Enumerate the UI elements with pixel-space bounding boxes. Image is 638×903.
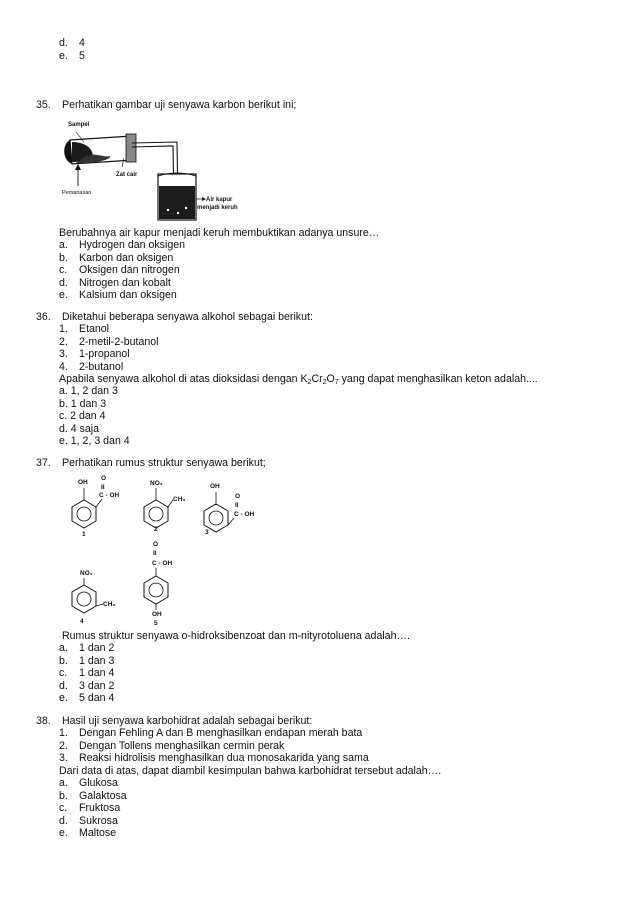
svg-text:NO₂: NO₂ bbox=[150, 480, 163, 487]
svg-text:CH₃: CH₃ bbox=[173, 496, 186, 503]
svg-text:II: II bbox=[235, 502, 239, 509]
structure-2 bbox=[144, 480, 185, 533]
svg-text:2: 2 bbox=[154, 526, 158, 533]
svg-text:II: II bbox=[101, 484, 105, 491]
q37-number: 37. bbox=[36, 457, 51, 469]
structure-4 bbox=[72, 570, 115, 625]
q35-prompt: Perhatikan gambar uji senyawa karbon berikut ini; bbox=[62, 99, 297, 111]
label-sample: Sampel bbox=[68, 122, 90, 128]
svg-text:OH: OH bbox=[78, 479, 88, 486]
svg-text:OH: OH bbox=[210, 483, 220, 490]
q38-number: 38. bbox=[36, 715, 51, 727]
beaker bbox=[158, 173, 196, 220]
svg-text:O: O bbox=[153, 541, 159, 548]
svg-text:1: 1 bbox=[82, 531, 86, 538]
svg-text:4: 4 bbox=[80, 618, 84, 625]
q36-prompt: Diketahui beberapa senyawa alkohol sebagai berikut: bbox=[62, 311, 313, 323]
q37-statement: Rumus struktur senyawa o-hidroksibenzoat dan m-nityrotoluena adalah…. bbox=[62, 630, 411, 642]
label-liquid: Zat cair bbox=[116, 172, 138, 178]
label-heat: Pemanasan bbox=[62, 190, 92, 196]
svg-text:C - OH: C - OH bbox=[234, 511, 255, 518]
svg-text:OH: OH bbox=[152, 611, 162, 618]
q35-number: 35. bbox=[36, 99, 51, 111]
structure-5 bbox=[144, 541, 173, 627]
label-limewater-1: Air kapur bbox=[206, 197, 233, 203]
q38-statement: Dari data di atas, dapat diambil kesimpulan bahwa karbohidrat tersebut adalah…. bbox=[59, 765, 442, 777]
q35-figure-apparatus bbox=[62, 112, 252, 224]
svg-text:5: 5 bbox=[154, 620, 158, 627]
svg-text:3: 3 bbox=[205, 529, 209, 536]
svg-text:NO₂: NO₂ bbox=[80, 570, 93, 577]
structure-1 bbox=[72, 475, 120, 538]
q37-structures bbox=[62, 468, 282, 628]
q36-statement: Apabila senyawa alkohol di atas dioksidasi dengan $K_2Cr_2O_7$ yang dapat menghasilkan keton adalah.... bbox=[59, 373, 538, 386]
q37-prompt: Perhatikan rumus struktur senyawa berikut; bbox=[62, 457, 266, 469]
svg-text:II: II bbox=[153, 550, 157, 557]
svg-text:C - OH: C - OH bbox=[99, 492, 120, 499]
svg-text:O: O bbox=[235, 493, 241, 500]
svg-text:CH₃: CH₃ bbox=[103, 601, 116, 608]
svg-text:O: O bbox=[101, 475, 107, 482]
q36-number: 36. bbox=[36, 311, 51, 323]
label-limewater-2: menjadi keruh bbox=[197, 205, 238, 211]
test-tube bbox=[64, 134, 136, 164]
structure-3 bbox=[204, 483, 255, 536]
q35-statement: Berubahnya air kapur menjadi keruh membuktikan adanya unsure… bbox=[59, 227, 380, 239]
svg-text:C - OH: C - OH bbox=[152, 560, 173, 567]
heat-arrow-icon bbox=[75, 164, 81, 186]
q38-prompt: Hasil uji senyawa karbohidrat adalah sebagai berikut: bbox=[62, 715, 313, 727]
